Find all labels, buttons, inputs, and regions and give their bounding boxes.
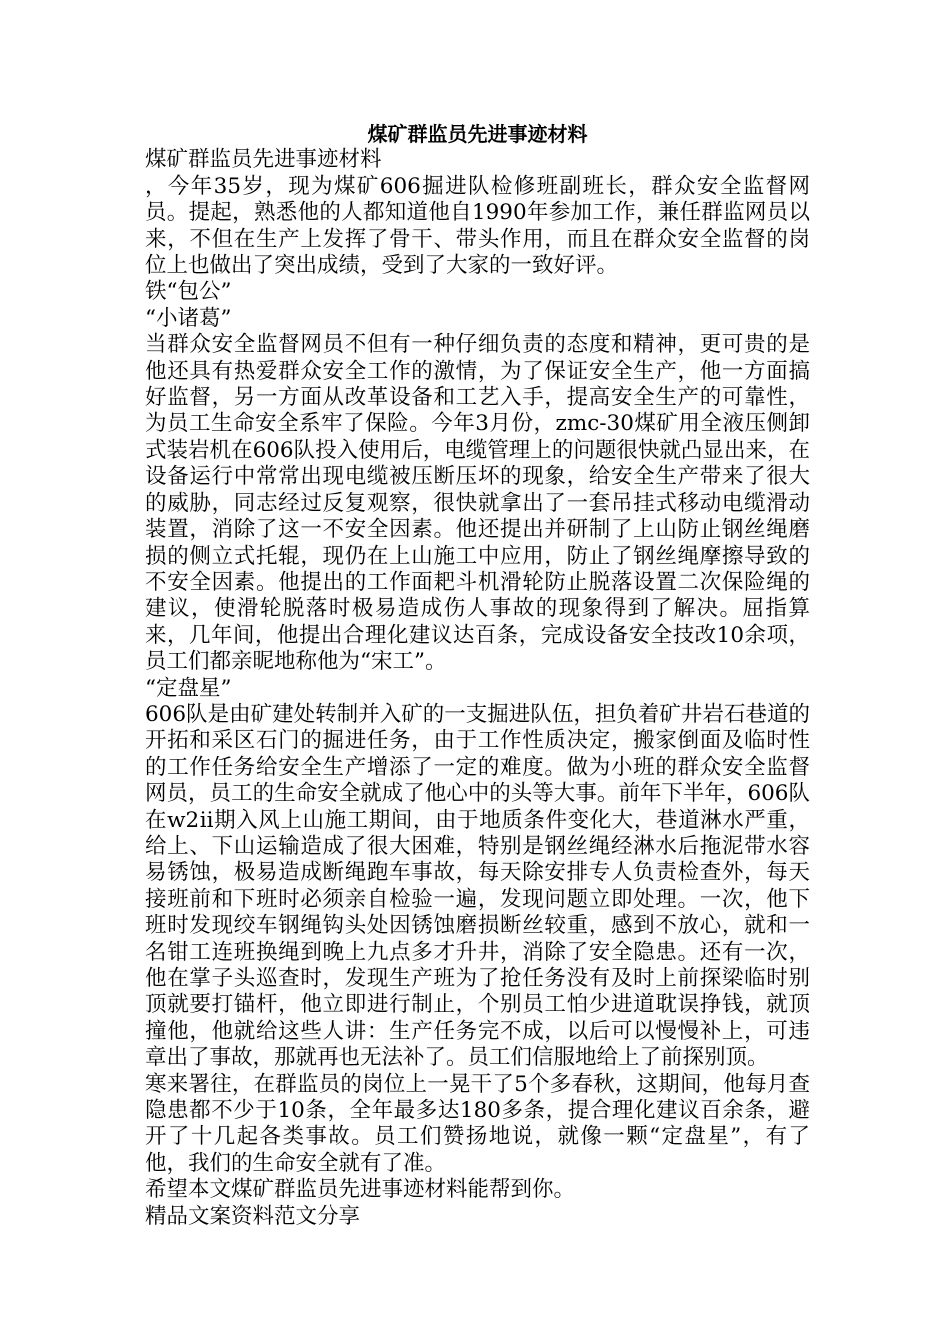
subtitle-line: 煤矿群监员先进事迹材料 (145, 147, 382, 173)
intro-paragraph: ，今年35岁，现为煤矿606掘进队检修班副班长，群众安全监督网员。提起，熟悉他的人都知道他自1990年参加工作，兼任群监网员以来，不但在生产上发挥了骨干、带头作用，而且在群众安全监督的岗位上也做出了突出成绩，受到了大家的一致好评。 (145, 173, 810, 279)
zhuge-paragraph: 当群众安全监督网员不但有一种仔细负责的态度和精神，更可贵的是他还具有热爱群众安全工作的激情，为了保证安全生产，他一方面搞好监督，另一方面从改革设备和工艺入手，提高安全生产的可靠性，为员工生命安全系牢了保险。今年3月份，zmc-30煤矿用全液压侧卸式装岩机在606队投入使用后，电缆管理上的问题很快就凸显出来，在设备运行中常常出现电缆被压断压坏的现象，给安全生产带来了很大的威胁，同志经过反复观察，很快就拿出了一套吊挂式移动电缆滑动装置，消除了这一不安全因素。他还提出并研制了上山防止钢丝绳磨损的侧立式托辊，现仍在上山施工中应用，防止了钢丝绳摩擦导致的不安全因素。他提出的工作面耙斗机滑轮防止脱落设置二次保险绳的建议，使滑轮脱落时极易造成伤人事故的现象得到了解决。屈指算来，几年间，他提出合理化建议达百条，完成设备安全技改10余项，员工们都亲昵地称他为“宋工”。 (145, 332, 810, 675)
document-page (145, 121, 810, 1230)
document-title: 煤矿群监员先进事迹材料 (367, 122, 588, 146)
summary-paragraph: 寒来署往，在群监员的岗位上一晃干了5个多春秋，这期间，他每月查隐患都不少于10条，全年最多达180多条，提合理化建议百余条，避开了十几起各类事故。员工们赞扬地说，就像一颗“定盘星”，有了他，我们的生命安全就有了准。 (145, 1071, 810, 1176)
section-heading-zhuge: “小诸葛” (145, 305, 232, 331)
closing-line: 希望本文煤矿群监员先进事迹材料能帮到你。 (145, 1177, 576, 1203)
section-heading-dingpanxing: “定盘星” (145, 675, 232, 701)
footer-line: 精品文案资料范文分享 (145, 1203, 361, 1229)
section-heading-baogong: 铁“包公” (145, 279, 232, 305)
dingpanxing-paragraph: 606队是由矿建处转制并入矿的一支掘进队伍，担负着矿井岩石巷道的开拓和采区石门的掘进任务，由于工作性质决定，搬家倒面及临时性的工作任务给安全生产增添了一定的难度。做为小班的群众安全监督网员，员工的生命安全就成了他心中的头等大事。前年下半年，606队在w2ⅱ期入风上山施工期间，由于地质条件变化大，巷道淋水严重，给上、下山运输造成了很大困难，特别是钢丝绳经淋水后拖泥带水容易锈蚀，极易造成断绳跑车事故，每天除安排专人负责检查外，每天接班前和下班时必须亲自检验一遍，发现问题立即处理。一次，他下班时发现绞车钢绳钩头处因锈蚀磨损断丝较重，感到不放心，就和一名钳工连班换绳到晚上九点多才升井，消除了安全隐患。还有一次，他在掌子头巡查时，发现生产班为了抢任务没有及时上前探梁临时别顶就要打锚杆，他立即进行制止，个别员工怕少进道耽误挣钱，就顶撞他，他就给这些人讲：生产任务完不成，以后可以慢慢补上，可违章出了事故，那就再也无法补了。员工们信服地给上了前探别顶。 (145, 701, 810, 1071)
